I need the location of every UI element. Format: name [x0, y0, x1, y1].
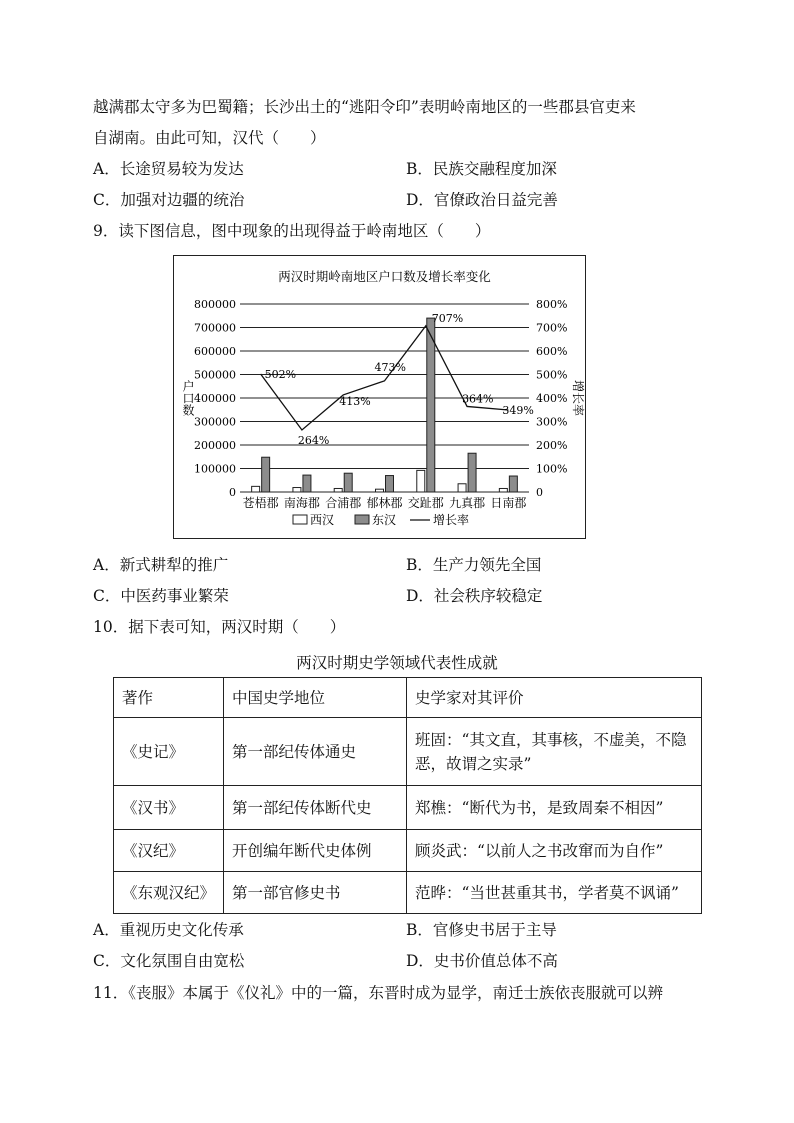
- q10-option-d[interactable]: D．史书价值总体不高: [406, 952, 558, 970]
- data-label: 502%: [264, 368, 297, 382]
- bar-donghan: [303, 475, 311, 492]
- q10-option-a[interactable]: A．重视历史文化传承: [93, 921, 244, 939]
- y2-tick-label: 400%: [536, 392, 568, 405]
- y2-tick-label: 800%: [536, 298, 568, 311]
- q8-option-b[interactable]: B．民族交融程度加深: [406, 160, 557, 178]
- cell-book: 《汉书》: [114, 786, 224, 830]
- y-tick-label: 200000: [194, 439, 236, 452]
- legend-swatch-donghan: [355, 515, 369, 524]
- x-tick-label: 郁林郡: [366, 496, 403, 510]
- data-label: 364%: [462, 392, 494, 406]
- y2-tick-label: 100%: [536, 462, 568, 476]
- header-cell-book: 著作: [114, 678, 224, 718]
- y2-tick-label: 200%: [536, 439, 568, 452]
- bar-xihan: [293, 488, 301, 492]
- data-label: 349%: [502, 403, 534, 417]
- legend-label-xihan: 西汉: [310, 513, 335, 527]
- table-header-row: [114, 678, 702, 718]
- data-label: 473%: [374, 360, 406, 374]
- table-row: [114, 830, 702, 872]
- cell-book: 《史记》: [114, 718, 224, 786]
- y2-axis-label: 增长率: [571, 379, 585, 417]
- q11-text-line-1: 11．《丧服》本属于《仪礼》中的一篇，东晋时成为显学，南迁士族依丧服就可以辨: [93, 984, 663, 1002]
- q10-option-b[interactable]: B．官修史书居于主导: [406, 921, 557, 939]
- y-tick-label: 500000: [194, 368, 236, 382]
- legend-label-donghan: 东汉: [372, 513, 397, 527]
- q8-option-a[interactable]: A．长途贸易较为发达: [93, 160, 244, 178]
- y-tick-label: 600000: [194, 345, 236, 358]
- x-tick-label: 南海郡: [283, 496, 320, 510]
- y2-tick-label: 700%: [536, 321, 568, 335]
- q10-stem: 10．据下表可知，两汉时期（ ）: [93, 618, 346, 636]
- legend-label-rate: 增长率: [433, 513, 470, 527]
- history-table: [113, 677, 702, 914]
- y-tick-label: 100000: [194, 462, 236, 476]
- cell-book: 《汉纪》: [114, 830, 224, 872]
- q9-option-a[interactable]: A．新式耕犁的推广: [93, 556, 229, 574]
- cell-comment: 顾炎武：“以前人之书改窜而为自作”: [407, 830, 702, 872]
- x-tick-label: 交趾郡: [407, 496, 444, 510]
- q8-text-line-1: 越满郡太守多为巴蜀籍；长沙出土的“逃阳令印”表明岭南地区的一些郡县官吏来: [93, 98, 636, 116]
- data-label: 264%: [297, 433, 330, 447]
- cell-book: 《东观汉纪》: [114, 872, 224, 914]
- x-tick-label: 合浦郡: [325, 496, 362, 510]
- bar-xihan: [376, 489, 384, 492]
- bar-donghan: [262, 457, 270, 492]
- chart-canvas: [174, 256, 585, 538]
- data-label: 413%: [339, 394, 371, 408]
- y2-tick-label: 500%: [536, 368, 568, 382]
- y-tick-label: 0: [229, 486, 236, 499]
- y-tick-label: 300000: [194, 415, 236, 429]
- cell-comment: 班固：“其文直，其事核，不虚美，不隐恶，故谓之实录”: [407, 718, 702, 786]
- table-row: [114, 786, 702, 830]
- cell-status: 开创编年断代史体例: [224, 830, 407, 872]
- x-tick-label: 苍梧郡: [242, 496, 279, 510]
- bar-xihan: [252, 486, 260, 492]
- cell-comment: 郑樵：“断代为书，是致周秦不相因”: [407, 786, 702, 830]
- y2-tick-label: 0: [536, 486, 543, 499]
- x-tick-label: 日南郡: [490, 496, 527, 510]
- x-tick-label: 九真郡: [449, 496, 486, 510]
- q9-option-b[interactable]: B．生产力领先全国: [406, 556, 542, 574]
- cell-status: 第一部纪传体断代史: [224, 786, 407, 830]
- q9-option-c[interactable]: C．中医药事业繁荣: [93, 587, 229, 605]
- table-row: [114, 872, 702, 914]
- bar-xihan: [458, 484, 466, 492]
- q8-text-line-2: 自湖南。由此可知，汉代（ ）: [93, 129, 326, 147]
- y-tick-label: 800000: [194, 298, 236, 311]
- population-chart: [173, 255, 586, 539]
- q9-option-d[interactable]: D．社会秩序较稳定: [406, 587, 543, 605]
- y-tick-label: 700000: [194, 321, 236, 335]
- header-cell-comment: 史学家对其评价: [407, 678, 702, 718]
- bar-donghan: [509, 476, 517, 492]
- bar-donghan: [344, 473, 352, 492]
- data-label: 707%: [431, 311, 464, 325]
- bar-xihan: [499, 488, 507, 492]
- cell-status: 第一部纪传体通史: [224, 718, 407, 786]
- bar-donghan: [468, 453, 476, 492]
- legend-swatch-xihan: [293, 515, 307, 524]
- y2-tick-label: 600%: [536, 345, 568, 358]
- y-tick-label: 400000: [194, 392, 236, 405]
- bar-donghan: [427, 318, 435, 492]
- bar-donghan: [386, 476, 394, 492]
- table-row: [114, 718, 702, 786]
- header-cell-status: 中国史学地位: [224, 678, 407, 718]
- table-title: 两汉时期史学领域代表性成就: [296, 654, 498, 672]
- y-axis-label: 户口数: [181, 380, 195, 416]
- q9-stem: 9．读下图信息，图中现象的出现得益于岭南地区（ ）: [93, 222, 491, 240]
- q10-option-c[interactable]: C．文化氛围自由宽松: [93, 952, 245, 970]
- q8-option-c[interactable]: C．加强对边疆的统治: [93, 191, 245, 209]
- cell-status: 第一部官修史书: [224, 872, 407, 914]
- chart-title: 两汉时期岭南地区户口数及增长率变化: [278, 269, 491, 284]
- bar-xihan: [417, 470, 425, 492]
- bar-xihan: [334, 488, 342, 492]
- y2-tick-label: 300%: [536, 415, 568, 429]
- growth-rate-line: [261, 326, 509, 430]
- cell-comment: 范晔：“当世甚重其书，学者莫不讽诵”: [407, 872, 702, 914]
- q8-option-d[interactable]: D．官僚政治日益完善: [406, 191, 558, 209]
